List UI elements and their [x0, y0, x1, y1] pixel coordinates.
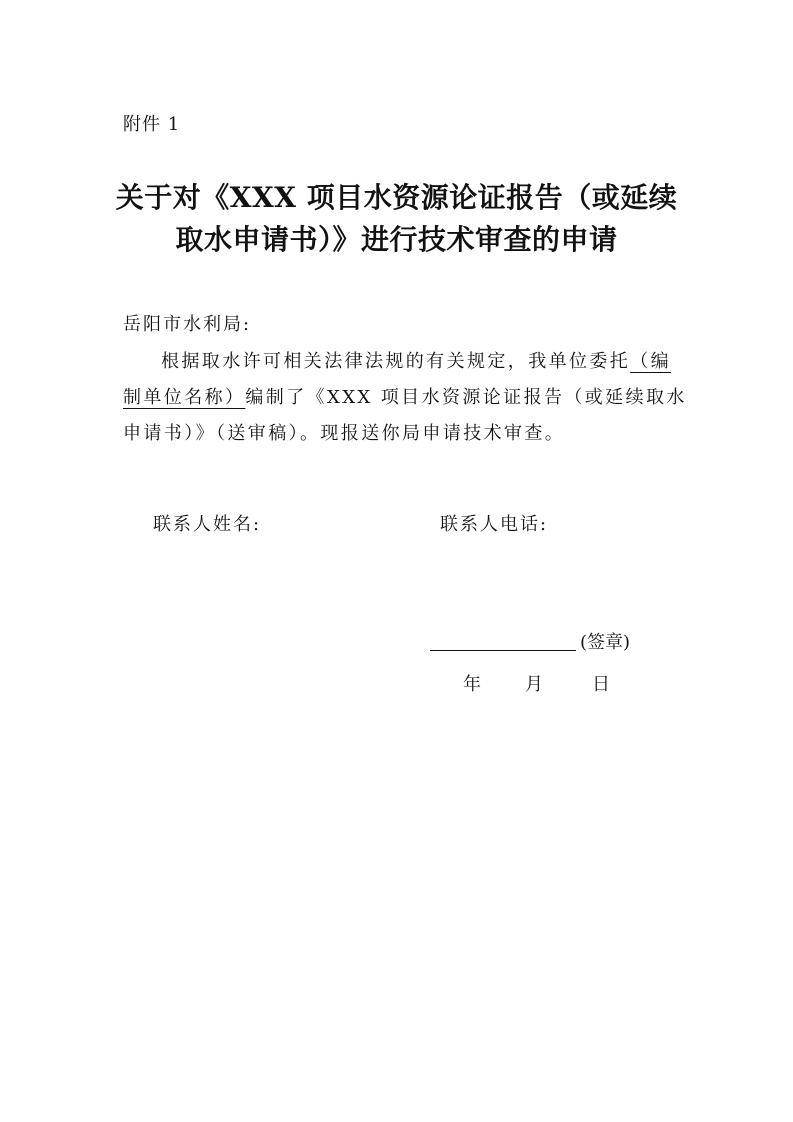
date-day-label: 日	[592, 674, 610, 695]
body-line-2-text: 编制了《XXX 项目水资源论证报告（或延续取水	[245, 387, 687, 408]
body-paragraph-line-1	[123, 344, 703, 380]
entrusted-unit-placeholder-start: （编	[630, 351, 672, 372]
seal-label: (签章)	[580, 632, 631, 653]
body-paragraph-line-3: 申请书）》（送审稿）。现报送你局申请技术审查。	[123, 423, 566, 444]
entrusted-unit-placeholder-end: 制单位名称）	[123, 387, 246, 408]
contact-name-label: 联系人姓名:	[153, 514, 262, 535]
date-month-label: 月	[525, 674, 543, 695]
body-paragraph-line-2	[123, 380, 703, 416]
contact-phone-label: 联系人电话:	[440, 514, 549, 535]
document-title-line-1: 关于对《XXX 项目水资源论证报告（或延续	[115, 181, 678, 214]
date-year-label: 年	[463, 674, 481, 695]
body-line-1-text: 根据取水许可相关法律法规的有关规定，我单位委托	[161, 351, 631, 372]
signature-line	[430, 650, 576, 651]
attachment-label: 附件 1	[123, 114, 181, 135]
addressee: 岳阳市水利局:	[123, 314, 252, 335]
document-title-line-2: 取水申请书）》进行技术审查的申请	[175, 223, 618, 256]
